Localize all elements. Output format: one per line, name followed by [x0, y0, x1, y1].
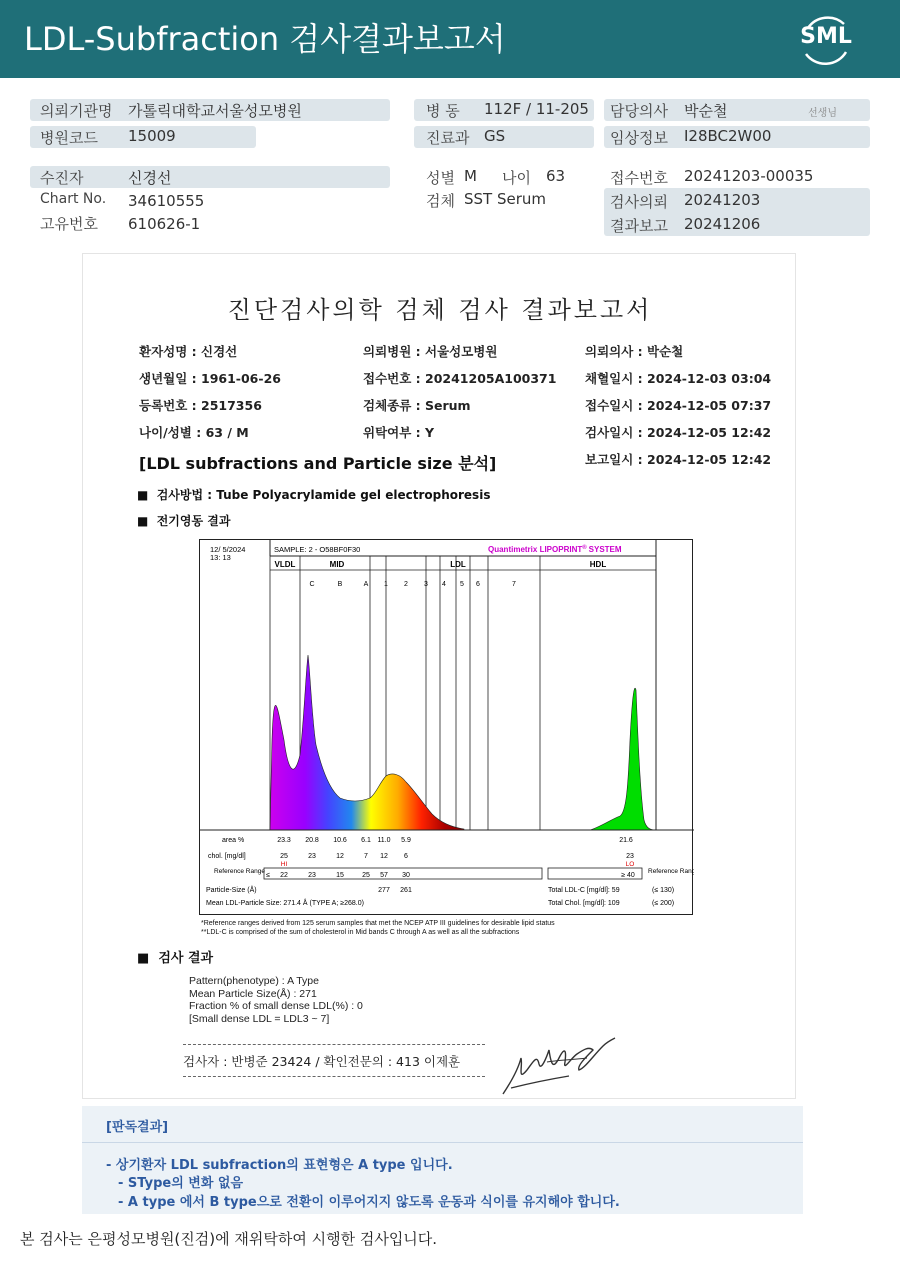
section-title: [LDL subfractions and Particle size 분석]: [139, 454, 497, 473]
age-value: 63: [546, 167, 566, 185]
embedded-report: [82, 253, 796, 1099]
chol-value: 12: [336, 853, 344, 860]
result-heading: ■ 검사 결과: [137, 951, 214, 966]
report-date-label: 결과보고: [610, 217, 668, 235]
collection-time-field: 채혈일시 : 2024-12-03 03:04: [585, 371, 772, 386]
receipt-time-field: 접수일시 : 2024-12-05 07:37: [585, 398, 772, 413]
ref-value: 15: [336, 872, 344, 879]
chart-sample: SAMPLE: 2 - O58BF0F30: [274, 545, 361, 554]
result-list: [189, 975, 363, 1025]
area-value: 11.0: [377, 837, 391, 844]
total-chol: Total Chol. [mg/dl]: 109: [548, 900, 620, 907]
total-ldl: Total LDL-C [mg/dl]: 59: [548, 887, 620, 894]
particle-size-value: 277: [378, 887, 390, 894]
electro-heading: ■ 전기영동 결과: [137, 514, 231, 528]
result-line: [Small dense LDL = LDL3 ~ 7]: [189, 1012, 330, 1025]
specimen-type-field: 검체종류 : Serum: [363, 398, 471, 413]
band-label: C: [309, 581, 315, 588]
chart-svg: [200, 540, 694, 916]
ref-value: ≤: [266, 872, 270, 879]
specimen-label: 검체: [426, 192, 455, 210]
mean-size-line: Mean LDL-Particle Size: 271.4 Å (TYPE A; ≥268.0): [206, 900, 364, 907]
age-label: 나이: [502, 169, 531, 187]
age-sex-field: 나이/성별 : 63 / M: [139, 425, 249, 440]
registered-mark: ®: [582, 545, 587, 551]
band-label: 2: [404, 581, 408, 588]
chol-label: chol. [mg/dl]: [208, 853, 246, 860]
dept-value: GS: [484, 127, 506, 145]
request-label: 검사의뢰: [610, 193, 668, 211]
electro-heading-text: 전기영동 결과: [156, 514, 231, 528]
area-value: 10.6: [333, 837, 347, 844]
group-label: LDL: [450, 560, 466, 569]
id-label: 고유번호: [40, 215, 98, 233]
receipt-value: 20241203-00035: [684, 167, 814, 185]
method-line: ■ 검사방법 : Tube Polyacrylamide gel electrophoresis: [137, 488, 491, 502]
doctor-label: 담당의사: [610, 102, 668, 120]
ref-value: 23: [308, 872, 316, 879]
page-title: LDL-Subfraction 검사결과보고서: [24, 20, 506, 58]
ref-value: 57: [380, 872, 388, 879]
chol-value: 23: [626, 853, 634, 860]
chol-value: 6: [404, 853, 408, 860]
chart-time: 13: 13: [210, 553, 231, 562]
judgement-panel: [82, 1106, 803, 1214]
dept-label: 진료과: [426, 129, 470, 147]
chart-brand-suffix: SYSTEM: [588, 545, 622, 554]
institution-value: 가톨릭대학교서울성모병원: [128, 102, 302, 120]
doctor-value: 박순철: [684, 102, 728, 120]
ldl-curve: [270, 655, 464, 830]
group-label: MID: [329, 560, 345, 569]
report-date-value: 20241206: [684, 215, 761, 233]
ref-value: 25: [362, 872, 370, 879]
total-ldl-ref: (≤ 130): [652, 887, 675, 894]
inspector-line: 검사자 : 반병준 23424 / 확인전문의 : 413 이제훈: [183, 1054, 461, 1069]
result-line: Pattern(phenotype) : A Type: [189, 975, 319, 987]
group-labels: [275, 560, 607, 569]
judgement-line: - 상기환자 LDL subfraction의 표현형은 A type 입니다.: [106, 1158, 453, 1173]
request-doctor-field: 의뢰의사 : 박순철: [585, 344, 684, 359]
ref-label-right: Reference Range: [648, 868, 694, 875]
ref-value: ≥ 40: [621, 872, 635, 879]
ref-label: Reference Range: [214, 868, 265, 875]
ward-label: 병 동: [426, 102, 460, 120]
band-labels: [309, 581, 516, 588]
chol-value: 7: [364, 853, 368, 860]
group-label: VLDL: [274, 560, 296, 569]
lo-flag: LO: [625, 861, 635, 868]
patient-value: 신경선: [128, 169, 172, 187]
result-heading-text: 검사 결과: [158, 951, 214, 966]
area-label: area %: [222, 837, 245, 844]
band-label: 3: [424, 581, 428, 588]
signature-image: [497, 1036, 617, 1098]
registration-no-field: 등록번호 : 2517356: [139, 398, 262, 413]
ref-value: 22: [280, 872, 288, 879]
chart-value: 34610555: [128, 192, 205, 210]
judgement-line: - SType의 변화 없음: [118, 1176, 244, 1191]
band-label: A: [363, 581, 369, 588]
chart-notes: [201, 919, 555, 937]
test-time-field: 검사일시 : 2024-12-05 12:42: [585, 425, 772, 440]
doctor-suffix: 선생님: [808, 108, 837, 119]
sml-logo: [796, 10, 856, 70]
hi-flag: HI: [280, 861, 288, 868]
band-label: 7: [512, 581, 516, 588]
chart-brand: [488, 544, 622, 554]
header-bar: [0, 0, 900, 78]
institution-label: 의뢰기관명: [40, 102, 113, 120]
logo-text: SML: [800, 24, 852, 49]
note-line: *Reference ranges derived from 125 serum samples that met the NCEP ATP III guidelines for desirable lipid status: [201, 920, 555, 927]
hdl-curve: [590, 688, 656, 830]
chart-brand-name: Quantimetrix LIPOPRINT: [488, 545, 583, 554]
chol-value: 25: [280, 853, 288, 860]
chol-value: 12: [380, 853, 388, 860]
pill-bg: [30, 166, 390, 188]
sex-label: 성별: [426, 169, 455, 187]
dashed-rule: [183, 1044, 485, 1045]
report-title: 진단검사의학 검체 검사 결과보고서: [227, 296, 653, 324]
id-value: 610626-1: [128, 215, 201, 233]
chart-date: 12/ 5/2024: [210, 545, 246, 554]
clinical-label: 임상정보: [610, 129, 668, 147]
particle-size-label: Particle-Size (Å): [206, 887, 257, 894]
area-value: 5.9: [401, 837, 411, 844]
area-value: 23.3: [277, 837, 291, 844]
specimen-value: SST Serum: [464, 190, 547, 208]
note-line: **LDL-C is comprised of the sum of cholesterol in Mid bands C through A as well as all the subfractions: [201, 929, 520, 936]
band-label: 1: [384, 581, 388, 588]
report-time-field: 보고일시 : 2024-12-05 12:42: [585, 452, 772, 467]
judgement-line: - A type 에서 B type으로 전환이 이루어지지 않도록 운동과 식이를 유지해야 합니다.: [118, 1195, 620, 1210]
birthdate-field: 생년월일 : 1961-06-26: [139, 371, 281, 386]
method-text: 검사방법 : Tube Polyacrylamide gel electrophoresis: [156, 488, 491, 502]
receipt-label: 접수번호: [610, 169, 668, 187]
request-value: 20241203: [684, 191, 761, 209]
chol-value: 23: [308, 853, 316, 860]
chart-label: Chart No.: [40, 191, 107, 207]
result-line: Fraction % of small dense LDL(%) : 0: [189, 1000, 363, 1012]
judgement-heading: [판독결과]: [106, 1120, 169, 1135]
band-label: 4: [442, 581, 446, 588]
area-value: 6.1: [361, 837, 371, 844]
consignment-field: 위탁여부 : Y: [363, 425, 435, 440]
electrophoresis-chart: [199, 539, 693, 915]
request-hospital-field: 의뢰병원 : 서울성모병원: [363, 344, 498, 359]
dashed-rule: [183, 1076, 485, 1077]
total-chol-ref: (≤ 200): [652, 900, 675, 907]
hospital-code-value: 15009: [128, 127, 176, 145]
hospital-code-label: 병원코드: [40, 129, 98, 147]
ref-value: 30: [402, 872, 410, 879]
footer-note: 본 검사는 은평성모병원(진검)에 재위탁하여 시행한 검사입니다.: [20, 1230, 438, 1248]
patient-name-field: 환자성명 : 신경선: [139, 344, 238, 359]
clinical-value: I28BC2W00: [684, 127, 772, 145]
receipt-no-field: 접수번호 : 20241205A100371: [363, 371, 557, 386]
panel-divider: [82, 1142, 803, 1143]
area-value: 21.6: [619, 837, 633, 844]
patient-label: 수진자: [40, 169, 84, 187]
values-table: [206, 837, 694, 907]
particle-size-value: 261: [400, 887, 412, 894]
band-label: 6: [476, 581, 480, 588]
area-value: 20.8: [305, 837, 319, 844]
result-line: Mean Particle Size(Å) : 271: [189, 987, 317, 1000]
band-label: B: [337, 581, 343, 588]
band-label: 5: [460, 581, 464, 588]
ward-value: 112F / 11-205: [484, 100, 589, 118]
sex-value: M: [464, 167, 477, 185]
group-label: HDL: [589, 560, 607, 569]
